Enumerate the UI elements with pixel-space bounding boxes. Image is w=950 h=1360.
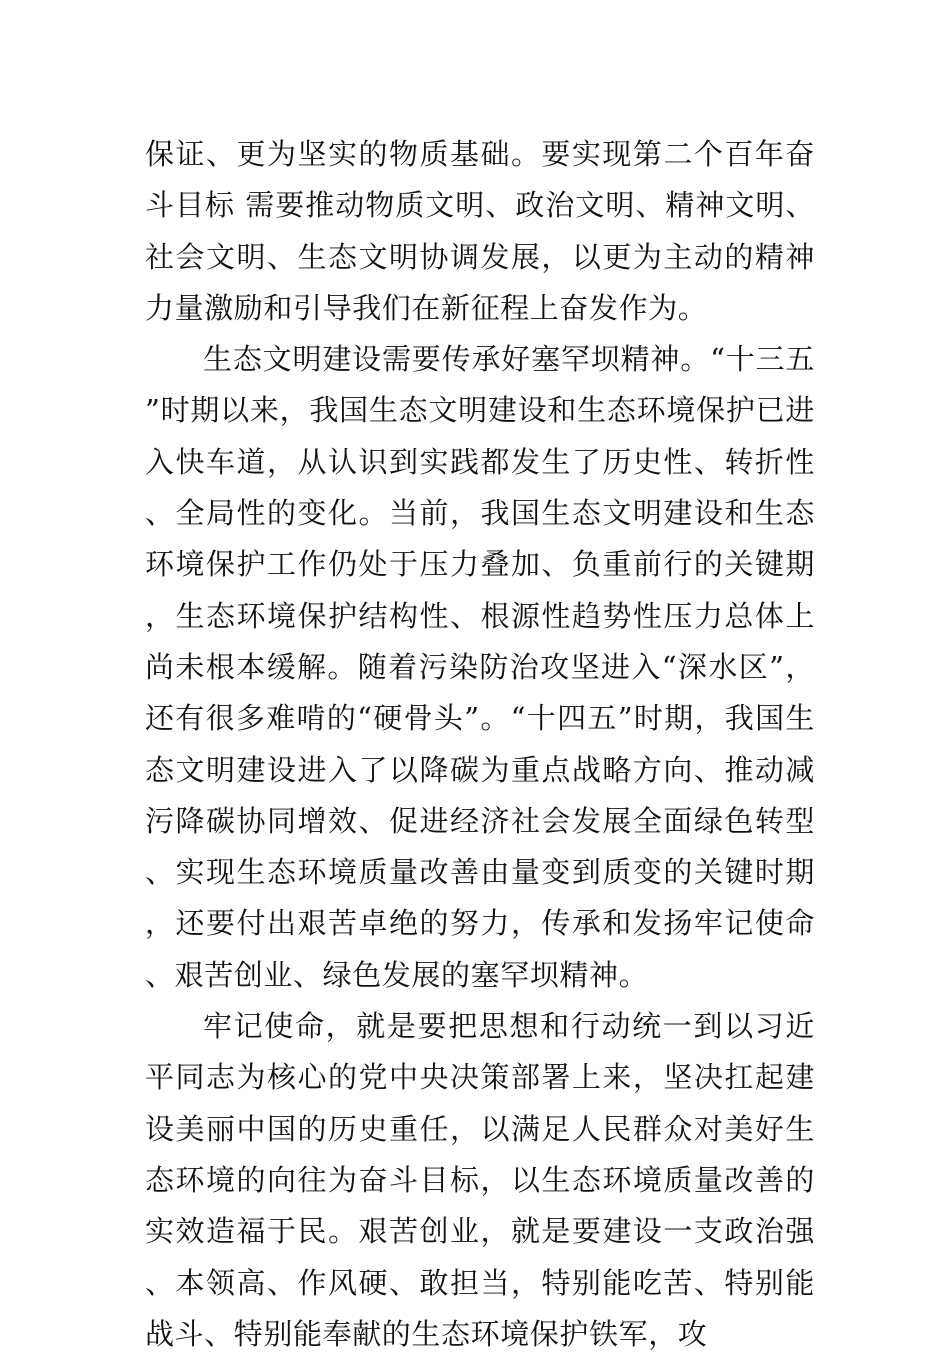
paragraph-continuation: 保证、更为坚实的物质基础。要实现第二个百年奋斗目标 需要推动物质文明、政治文明、精神文明、社会文明、生态文明协调发展，以更为主动的精神力量激励和引导我们在新征程上奋发作为。 [145, 137, 815, 325]
paragraph-mission: 牢记使命，就是要把思想和行动统一到以习近平同志为核心的党中央决策部署上来，坚决扛起建设美丽中国的历史重任，以满足人民群众对美好生态环境的向往为奋斗目标，以生态环境质量改善的实效造福于民。艰苦创业，就是要建设一支政治强、本领高、作风硬、敢担当，特别能吃苦、特别能战斗、特别能奉献的生态环境保护铁军，攻 [145, 1009, 815, 1351]
document-body [145, 129, 815, 1360]
paragraph-saihanba-spirit: 生态文明建设需要传承好塞罕坝精神。“十三五”时期以来，我国生态文明建设和生态环境保护已进入快车道，从认识到实践都发生了历史性、转折性、全局性的变化。当前，我国生态文明建设和生态环境保护工作仍处于压力叠加、负重前行的关键期，生态环境保护结构性、根源性趋势性压力总体上尚未根本缓解。随着污染防治攻坚进入“深水区”，还有很多难啃的“硬骨头”。“十四五”时期，我国生态文明建设进入了以降碳为重点战略方向、推动减污降碳协同增效、促进经济社会发展全面绿色转型、实现生态环境质量改善由量变到质变的关键时期，还要付出艰苦卓绝的努力，传承和发扬牢记使命、艰苦创业、绿色发展的塞罕坝精神。 [145, 342, 815, 992]
